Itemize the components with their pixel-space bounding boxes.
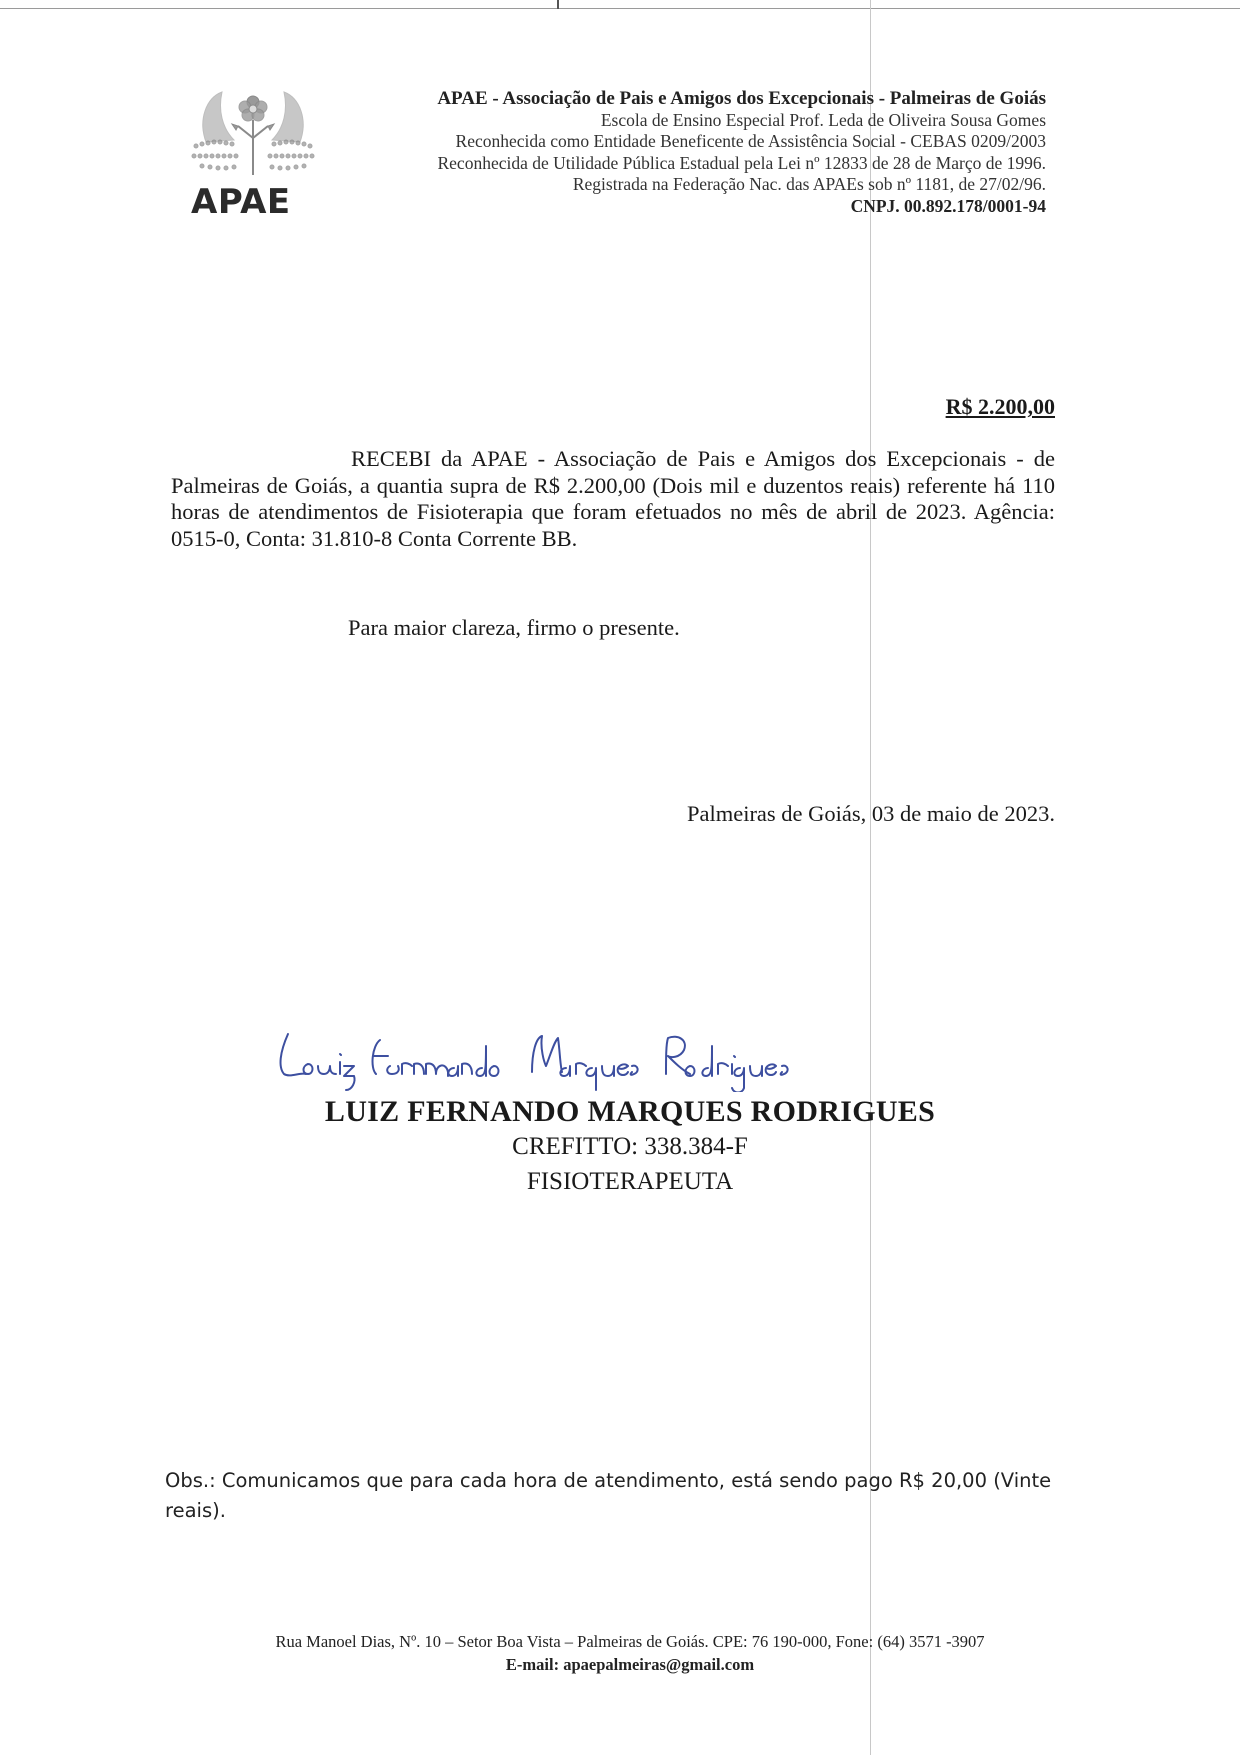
- cebas-line: Reconhecida como Entidade Beneficente de Assistência Social - CEBAS 0209/2003: [455, 131, 1046, 151]
- place-and-date: Palmeiras de Goiás, 03 de maio de 2023.: [686, 801, 1055, 826]
- footer-email: E-mail: apaepalmeiras@gmail.com: [505, 1655, 755, 1674]
- organization-name: APAE - Associação de Pais e Amigos dos Excepcionais - Palmeiras de Goiás: [437, 88, 1046, 109]
- apae-logo: [188, 80, 318, 230]
- footer-address: Rua Manoel Dias, Nº. 10 – Setor Boa Vista – Palmeiras de Goiás. CPE: 76 190-000, Fone: (64) 3571 -3907: [275, 1632, 985, 1651]
- logo-text: APAE: [191, 182, 291, 222]
- federation-line: Registrada na Federação Nac. das APAEs sob nº 1181, de 27/02/96.: [572, 174, 1046, 194]
- signer-name: LUIZ FERNANDO MARQUES RODRIGUES: [324, 1095, 936, 1128]
- receipt-amount: R$ 2.200,00: [945, 394, 1055, 419]
- scan-edge-line: [0, 8, 1240, 9]
- scan-mark: [557, 0, 559, 9]
- receipt-body: RECEBI da APAE - Associação de Pais e Amigos dos Excepcionais - de Palmeiras de Goiás, a quantia supra de R$ 2.200,00 (Dois mil e duzentos reais) referente há 110 horas de atendimentos de Fisioterapia que foram efetuados no mês de abril de 2023. Agência: 0515-0, Conta: 31.810-8 Conta Corrente BB.: [171, 446, 1055, 551]
- observation-note: Obs.: Comunicamos que para cada hora de atendimento, está sendo pago R$ 20,00 (Vinte reais).: [165, 1469, 1052, 1522]
- school-name: Escola de Ensino Especial Prof. Leda de Oliveira Sousa Gomes: [600, 109, 1046, 130]
- cnpj-line: CNPJ. 00.892.178/0001-94: [850, 195, 1046, 216]
- closing-statement: Para maior clareza, firmo o presente.: [348, 615, 680, 640]
- signer-role: FISIOTERAPEUTA: [526, 1168, 734, 1195]
- handwritten-signature: [270, 1022, 830, 1092]
- letterhead: [437, 88, 1046, 217]
- signer-registration: CREFITTO: 338.384-F: [512, 1133, 748, 1160]
- apae-flower-hands-icon: [188, 80, 318, 190]
- public-utility-line: Reconhecida de Utilidade Pública Estadual pela Lei nº 12833 de 28 de Março de 1996.: [437, 152, 1046, 173]
